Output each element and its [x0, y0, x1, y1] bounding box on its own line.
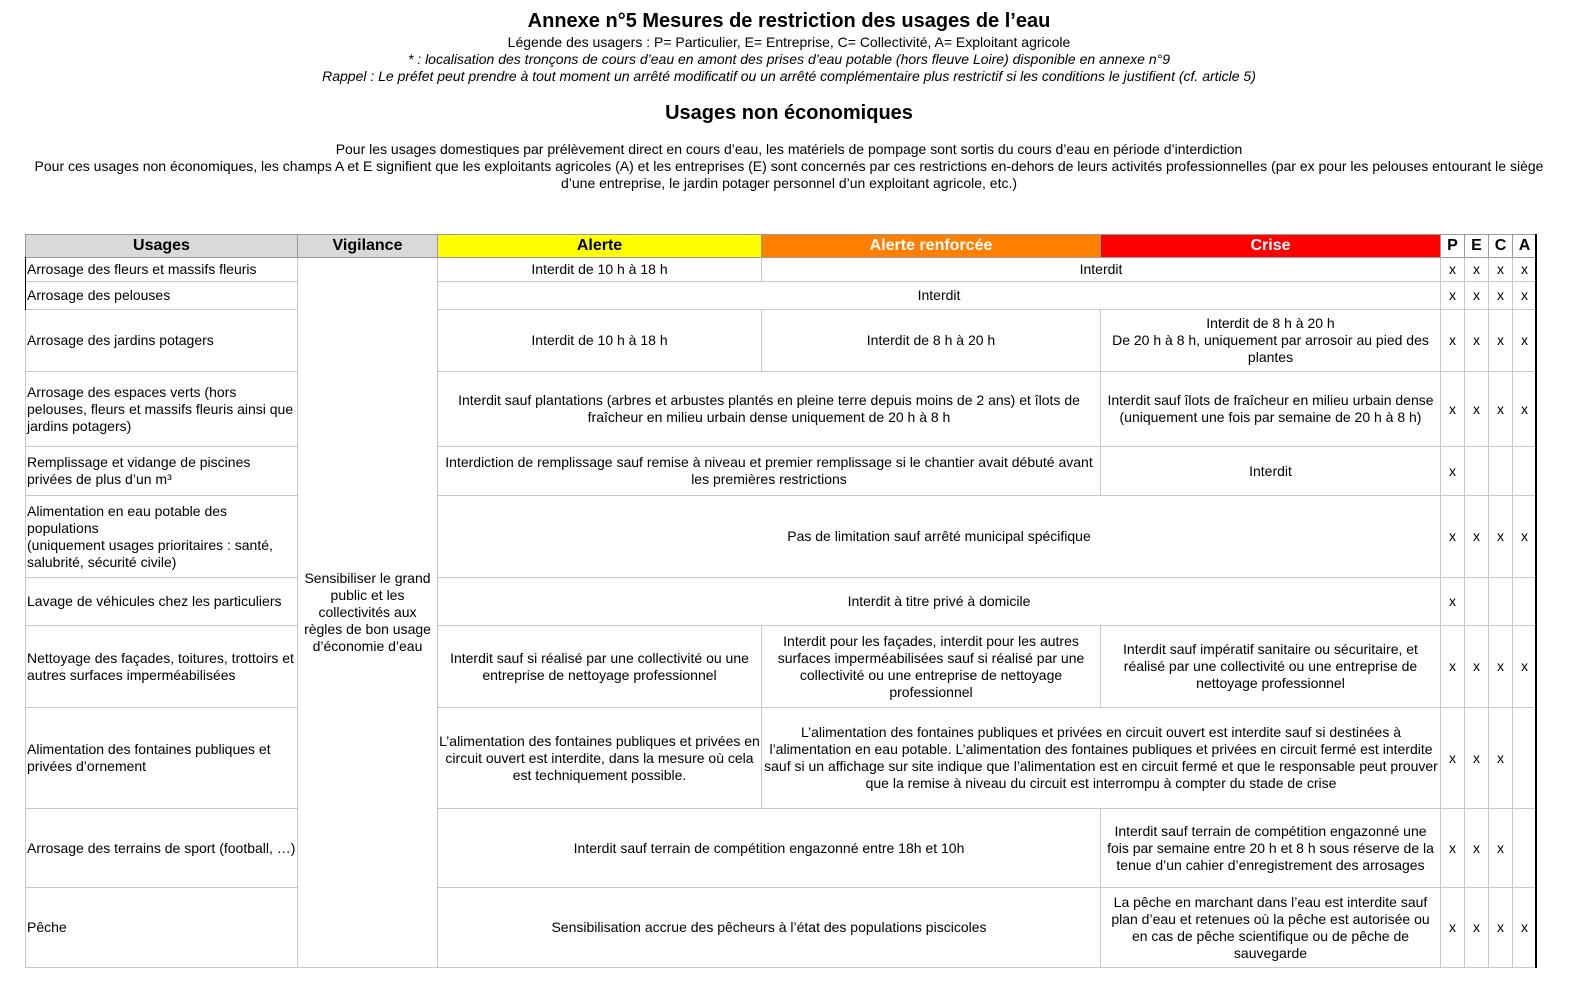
all-levels-cell: Interdit — [438, 282, 1441, 310]
c-cell: x — [1489, 888, 1513, 968]
renf-crise-cell: L’alimentation des fontaines publiques et privées en circuit ouvert est interdite sauf si destinées à l’alimentation en eau potable. L’alimentation des fontaines publiques et privées en circuit fermé est interdite sauf si un affichage sur site indique que l’alimentation est en circuit fermé et que le responsable peut prouver que la remise à niveau du circuit est interrompu à compter du stade de crise — [762, 708, 1441, 809]
p-cell: x — [1441, 578, 1465, 626]
crise-line-2: De 20 h à 8 h, uniquement par arrosoir au pied des plantes — [1112, 332, 1429, 365]
table-row — [26, 372, 1537, 447]
usage-cell — [26, 496, 298, 578]
table-row — [26, 258, 1537, 282]
crise-line-1: Interdit de 8 h à 20 h — [1206, 315, 1335, 331]
p-cell: x — [1441, 258, 1465, 282]
a-cell — [1513, 447, 1537, 496]
usage-cell: Arrosage des pelouses — [26, 282, 298, 310]
crise-cell — [1101, 310, 1441, 372]
intro-line-2: Pour ces usages non économiques, les champs A et E signifient que les exploitants agricoles (A) et les entreprises (E) sont concernés par ces restrictions en-dehors de leurs activités professionnelles (par ex pour les pelouses entourant le siège d’une entreprise, le jardin potager personnel d’un exploitant agricole, etc.) — [34, 158, 1544, 191]
p-cell: x — [1441, 447, 1465, 496]
all-levels-cell: Interdit à titre privé à domicile — [438, 578, 1441, 626]
section-title: Usages non économiques — [665, 102, 913, 124]
a-cell — [1513, 578, 1537, 626]
page-title: Annexe n°5 Mesures de restriction des usages de l’eau — [527, 10, 1051, 32]
header-crise: Crise — [1101, 235, 1441, 258]
all-levels-cell: Pas de limitation sauf arrêté municipal spécifique — [438, 496, 1441, 578]
crise-cell: Interdit sauf îlots de fraîcheur en milieu urbain dense (uniquement une fois par semaine de 20 h à 8 h) — [1101, 372, 1441, 447]
table-row — [26, 888, 1537, 968]
usage-cell: Pêche — [26, 888, 298, 968]
crise-cell: Interdit sauf impératif sanitaire ou sécuritaire, et réalisé par une collectivité ou une entreprise de nettoyage professionnel — [1101, 626, 1441, 708]
a-cell: x — [1513, 310, 1537, 372]
usage-cell: Remplissage et vidange de piscines privées de plus d’un m³ — [26, 447, 298, 496]
usage-cell: Alimentation des fontaines publiques et privées d’ornement — [26, 708, 298, 809]
header-vigilance: Vigilance — [298, 235, 438, 258]
usage-cell: Arrosage des fleurs et massifs fleuris — [26, 258, 298, 282]
a-cell: x — [1513, 626, 1537, 708]
a-cell — [1513, 708, 1537, 809]
e-cell — [1465, 447, 1489, 496]
a-cell: x — [1513, 258, 1537, 282]
e-cell: x — [1465, 496, 1489, 578]
header-e: E — [1465, 235, 1489, 258]
p-cell: x — [1441, 626, 1465, 708]
alerte-renf-cell: Sensibilisation accrue des pêcheurs à l’état des populations piscicoles — [438, 888, 1101, 968]
alerte-cell: L’alimentation des fontaines publiques et privées en circuit ouvert est interdite, dans la mesure où cela est techniquement possible. — [438, 708, 762, 809]
e-cell: x — [1465, 708, 1489, 809]
c-cell: x — [1489, 496, 1513, 578]
usage-cell: Arrosage des terrains de sport (football, …) — [26, 809, 298, 888]
table-row — [26, 310, 1537, 372]
reminder-note: Rappel : Le préfet peut prendre à tout moment un arrêté modificatif ou un arrêté complémentaire plus restrictif si les conditions le justifient (cf. article 5) — [322, 68, 1256, 84]
vigilance-cell: Sensibiliser le grand public et les collectivités aux règles de bon usage d’économie d’eau — [298, 258, 438, 968]
table-left-border — [25, 257, 26, 310]
alerte-cell: Interdit sauf si réalisé par une collectivité ou une entreprise de nettoyage professionnel — [438, 626, 762, 708]
table-row — [26, 578, 1537, 626]
e-cell: x — [1465, 809, 1489, 888]
table-right-border — [1535, 234, 1537, 968]
e-cell: x — [1465, 258, 1489, 282]
c-cell — [1489, 578, 1513, 626]
a-cell: x — [1513, 282, 1537, 310]
c-cell: x — [1489, 372, 1513, 447]
header-usages: Usages — [26, 235, 298, 258]
crise-cell: Interdit sauf terrain de compétition engazonné une fois par semaine entre 20 h et 8 h sous réserve de la tenue d’un cahier d’enregistrement des arrosages — [1101, 809, 1441, 888]
usage-cell: Arrosage des jardins potagers — [26, 310, 298, 372]
c-cell: x — [1489, 282, 1513, 310]
a-cell — [1513, 809, 1537, 888]
table-row — [26, 496, 1537, 578]
e-cell: x — [1465, 282, 1489, 310]
table-row — [26, 626, 1537, 708]
renf-cell: Interdit de 8 h à 20 h — [762, 310, 1101, 372]
document-header — [0, 8, 1578, 192]
alerte-cell: Interdit de 10 h à 18 h — [438, 310, 762, 372]
alerte-renf-cell: Interdiction de remplissage sauf remise à niveau et premier remplissage si le chantier avait débuté avant les premières restrictions — [438, 447, 1101, 496]
a-cell: x — [1513, 496, 1537, 578]
p-cell: x — [1441, 282, 1465, 310]
renf-crise-cell: Interdit — [762, 258, 1441, 282]
crise-cell: La pêche en marchant dans l’eau est interdite sauf plan d’eau et retenues où la pêche est autorisée ou en cas de pêche scientifique ou de pêche de sauvegarde — [1101, 888, 1441, 968]
header-c: C — [1489, 235, 1513, 258]
table-row — [26, 447, 1537, 496]
table-row — [26, 708, 1537, 809]
header-p: P — [1441, 235, 1465, 258]
alerte-renf-cell: Interdit sauf terrain de compétition engazonné entre 18h et 10h — [438, 809, 1101, 888]
alerte-renf-cell: Interdit sauf plantations (arbres et arbustes plantés en pleine terre depuis moins de 2 ans) et îlots de fraîcheur en milieu urbain dense uniquement de 20 h à 8 h — [438, 372, 1101, 447]
table-row — [26, 282, 1537, 310]
crise-cell: Interdit — [1101, 447, 1441, 496]
p-cell: x — [1441, 708, 1465, 809]
renf-cell: Interdit pour les façades, interdit pour les autres surfaces imperméabilisées sauf si réalisé par une collectivité ou une entreprise de nettoyage professionnel — [762, 626, 1101, 708]
e-cell — [1465, 578, 1489, 626]
usage-line-1: Alimentation en eau potable des populations — [27, 502, 228, 536]
intro-text — [0, 141, 1578, 192]
table-header-row — [26, 235, 1537, 258]
c-cell: x — [1489, 626, 1513, 708]
table-row — [26, 809, 1537, 888]
header-alerte-renforcee: Alerte renforcée — [762, 235, 1101, 258]
e-cell: x — [1465, 888, 1489, 968]
usage-cell: Arrosage des espaces verts (hors pelouses, fleurs et massifs fleuris ainsi que jardins potagers) — [26, 372, 298, 447]
p-cell: x — [1441, 888, 1465, 968]
e-cell: x — [1465, 310, 1489, 372]
alerte-cell: Interdit de 10 h à 18 h — [438, 258, 762, 282]
e-cell: x — [1465, 372, 1489, 447]
a-cell: x — [1513, 888, 1537, 968]
usage-line-2: (uniquement usages prioritaires : santé, salubrité, sécurité civile) — [27, 536, 273, 570]
intro-line-1: Pour les usages domestiques par prélèvement direct en cours d’eau, les matériels de pompage sont sortis du cours d’eau en période d’interdiction — [335, 141, 1243, 157]
p-cell: x — [1441, 809, 1465, 888]
p-cell: x — [1441, 372, 1465, 447]
usage-cell: Lavage de véhicules chez les particuliers — [26, 578, 298, 626]
a-cell: x — [1513, 372, 1537, 447]
c-cell: x — [1489, 809, 1513, 888]
p-cell: x — [1441, 310, 1465, 372]
p-cell: x — [1441, 496, 1465, 578]
c-cell: x — [1489, 708, 1513, 809]
c-cell: x — [1489, 258, 1513, 282]
header-alerte: Alerte — [438, 235, 762, 258]
restriction-table — [25, 234, 1537, 968]
header-a: A — [1513, 235, 1537, 258]
location-note: * : localisation des tronçons de cours d’eau en amont des prises d’eau potable (hors fleuve Loire) disponible en annexe n°9 — [407, 51, 1171, 67]
e-cell: x — [1465, 626, 1489, 708]
usage-cell: Nettoyage des façades, toitures, trottoirs et autres surfaces imperméabilisées — [26, 626, 298, 708]
c-cell — [1489, 447, 1513, 496]
c-cell: x — [1489, 310, 1513, 372]
users-legend: Légende des usagers : P= Particulier, E= Entreprise, C= Collectivité, A= Exploitant agricole — [507, 34, 1071, 50]
